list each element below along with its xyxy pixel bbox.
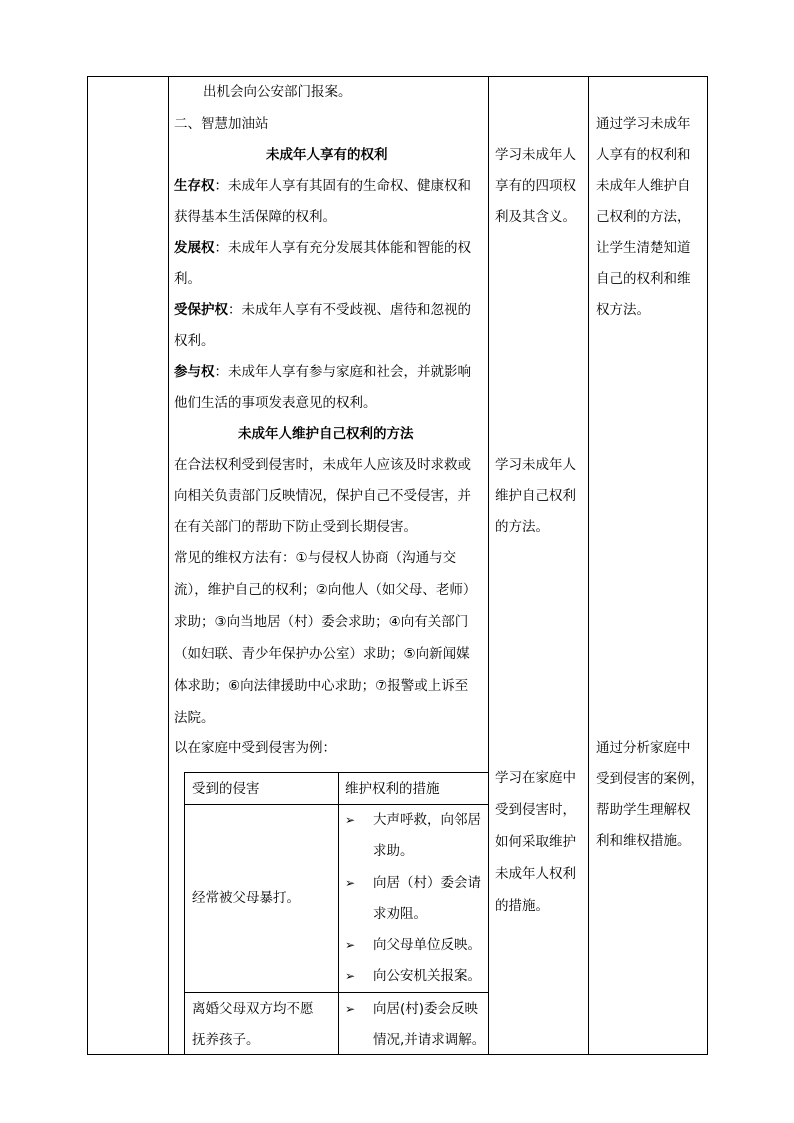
column-divider-1 xyxy=(168,76,169,1055)
common-methods-line: 体求助；⑥向法律援助中心求助；⑦报警或上诉至 xyxy=(174,678,469,694)
continuation-text: 出机会向公安部门报案。 xyxy=(203,84,352,100)
activity-1-line: 利及其含义。 xyxy=(495,209,576,225)
common-methods-line: 常见的维权方法有：①与侵权人协商（沟通与交 xyxy=(174,550,457,566)
row1-measure-1: 求助。 xyxy=(373,843,414,859)
methods-para-line: 向相关负责部门反映情况，保护自己不受侵害，并 xyxy=(174,488,471,504)
intent-1-line: 权方法。 xyxy=(596,302,650,318)
row1-measure-4: 向公安机关报案。 xyxy=(373,968,481,984)
row2-harm: 离婚父母双方均不愿 xyxy=(192,1001,314,1017)
section-heading: 二、智慧加油站 xyxy=(174,116,269,132)
inner-table-row-divider xyxy=(184,992,489,993)
intent-2-line: 利和维权措施。 xyxy=(596,833,691,849)
arrow-bullet-icon: ➢ xyxy=(345,969,356,983)
inner-table-header-bottom xyxy=(184,804,489,805)
intent-1-line: 让学生清楚知道 xyxy=(596,240,691,256)
methods-title: 未成年人维护自己权利的方法 xyxy=(238,426,414,442)
row2-measure-1: 情况,并请求调解。 xyxy=(373,1032,486,1048)
row1-measure-3: 向父母单位反映。 xyxy=(373,937,481,953)
protection-text: ：未成年人享有不受歧视、虐待和忽视的 xyxy=(228,302,471,318)
intent-2-line: 帮助学生理解权 xyxy=(596,802,691,818)
survival-right-line-2: 获得基本生活保障的权利。 xyxy=(174,209,336,225)
header-harm: 受到的侵害 xyxy=(192,781,260,797)
participation-term: 参与权 xyxy=(174,364,215,380)
intent-1-line: 人享有的权利和 xyxy=(596,147,691,163)
activity-2-line: 的方法。 xyxy=(495,519,549,535)
intent-1-line: 未成年人维护自 xyxy=(596,178,691,194)
activity-1-line: 学习未成年人 xyxy=(495,147,576,163)
intent-2-line: 受到侵害的案例， xyxy=(596,771,704,787)
survival-term: 生存权 xyxy=(174,178,215,194)
activity-3-line: 未成年人权利 xyxy=(495,866,576,882)
column-divider-3 xyxy=(588,76,589,1055)
activity-2-line: 维护自己权利 xyxy=(495,488,576,504)
activity-3-line: 学习在家庭中 xyxy=(495,770,576,786)
rights-title: 未成年人享有的权利 xyxy=(266,147,388,163)
methods-para-line: 在有关部门的帮助下防止受到长期侵害。 xyxy=(174,519,417,535)
activity-3-line: 如何采取维护 xyxy=(495,834,576,850)
arrow-bullet-icon: ➢ xyxy=(345,813,356,827)
activity-2-line: 学习未成年人 xyxy=(495,457,576,473)
outer-right-border xyxy=(707,76,708,1055)
protection-right-line-1 xyxy=(174,300,471,320)
inner-table-top xyxy=(184,772,489,773)
common-methods-line: 流），维护自己的权利；②向他人（如父母、老师） xyxy=(174,582,477,598)
survival-right-line-1 xyxy=(174,176,471,196)
activity-3-line: 受到侵害时， xyxy=(495,802,576,818)
development-right-line-1 xyxy=(174,238,471,258)
intent-1-line: 自己的权利和维 xyxy=(596,271,691,287)
inner-table-mid xyxy=(338,772,339,1054)
common-methods-line: （如妇联、青少年保护办公室）求助；⑤向新闻媒 xyxy=(174,646,470,662)
outer-bottom-border xyxy=(87,1054,708,1055)
arrow-bullet-icon: ➢ xyxy=(345,876,356,890)
survival-text: ：未成年人享有其固有的生命权、健康权和 xyxy=(214,178,471,194)
row2-measure-1: 向居(村)委会反映 xyxy=(373,1001,479,1017)
participation-right-line-1 xyxy=(174,362,471,382)
outer-left-border xyxy=(87,76,88,1055)
development-text: ：未成年人享有充分发展其体能和智能的权 xyxy=(214,240,471,256)
header-measure: 维护权利的措施 xyxy=(345,781,440,797)
methods-para-line: 在合法权利受到侵害时，未成年人应该及时求救或 xyxy=(174,457,471,473)
common-methods-line: 法院。 xyxy=(174,710,215,726)
activity-1-line: 享有的四项权 xyxy=(495,178,576,194)
intent-2-line: 通过分析家庭中 xyxy=(596,740,691,756)
protection-term: 受保护权 xyxy=(174,302,228,318)
development-right-line-2: 利。 xyxy=(174,271,201,287)
intent-1-line: 己权利的方法， xyxy=(596,209,691,225)
participation-text: ：未成年人享有参与家庭和社会，并就影响 xyxy=(214,364,471,380)
inner-table-left xyxy=(184,772,185,1054)
example-intro: 以在家庭中受到侵害为例： xyxy=(174,740,336,756)
arrow-bullet-icon: ➢ xyxy=(345,938,356,952)
row1-measure-1: 大声呼救，向邻居 xyxy=(373,812,481,828)
participation-right-line-2: 他们生活的事项发表意见的权利。 xyxy=(174,395,377,411)
row1-harm: 经常被父母暴打。 xyxy=(192,890,300,906)
row1-measure-2: 向居（村）委会请 xyxy=(373,875,481,891)
activity-3-line: 的措施。 xyxy=(495,898,549,914)
common-methods-line: 求助；③向当地居（村）委会求助；④向有关部门 xyxy=(174,614,469,630)
outer-top-border xyxy=(87,76,708,77)
protection-right-line-2: 权利。 xyxy=(174,333,215,349)
row1-measure-2: 求劝阻。 xyxy=(373,906,427,922)
development-term: 发展权 xyxy=(174,240,215,256)
column-divider-2 xyxy=(488,76,489,1055)
row2-harm: 抚养孩子。 xyxy=(192,1032,260,1048)
arrow-bullet-icon: ➢ xyxy=(345,1002,356,1016)
intent-1-line: 通过学习未成年 xyxy=(596,116,691,132)
